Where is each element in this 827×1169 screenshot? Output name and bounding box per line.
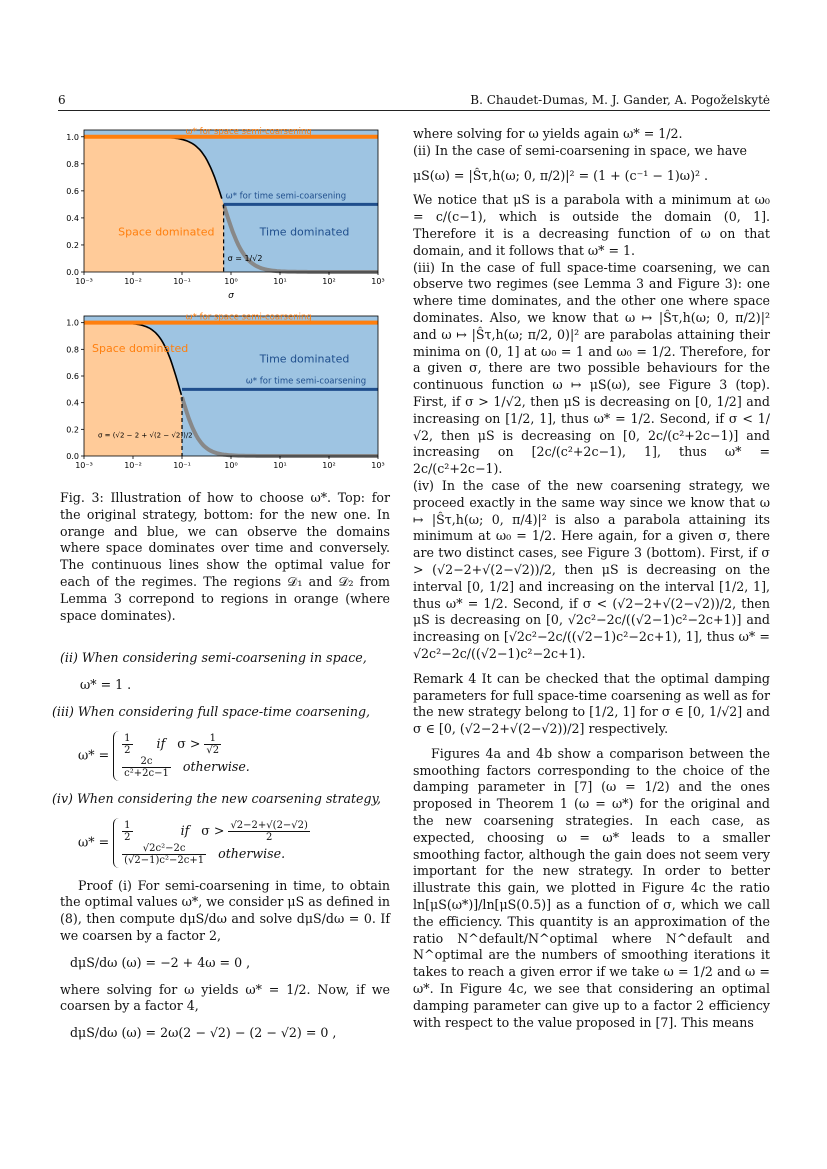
time-line-label: ω* for time semi-coarsening <box>225 191 347 202</box>
right-p2: (ii) In the case of semi-coarsening in space, we have <box>413 142 747 158</box>
after-factor-2: where solving for ω yields ω* = 1/2. Now, if we coarsen by a factor 4, <box>60 981 390 1014</box>
y-tick-label: 0.2 <box>66 425 79 435</box>
item-ii: (ii) When considering semi-coarsening in space, <box>60 650 367 666</box>
item-iv: (iv) When considering the new coarsening strategy, <box>52 790 382 806</box>
time-line-label: ω* for time semi-coarsening <box>245 376 367 387</box>
eq-full-omega: ω* = $\frac{1}{2}$ if σ > $\frac{1}{√2}$ $\frac{2c}{\text{c²+2c−1}}$ otherwise. <box>78 732 250 779</box>
x-tick-label: 10² <box>322 461 336 470</box>
otherwise-text-2: otherwise. <box>218 845 286 861</box>
item-iii: (iii) When considering full space-time coarsening, <box>52 703 371 719</box>
boundary-label: σ = 1/√2 <box>227 254 263 264</box>
y-tick-label: 0.6 <box>66 186 79 196</box>
y-tick-label: 0.2 <box>66 240 79 250</box>
right-column <box>413 126 770 1031</box>
boundary-label: σ = (√2 − 2 + √(2 − √2))/2 <box>98 431 193 440</box>
y-tick-label: 0.0 <box>66 452 79 461</box>
page-number: 6 <box>58 93 66 107</box>
x-tick-label: 10¹ <box>273 461 287 470</box>
x-tick-label: 10⁻¹ <box>173 461 191 470</box>
x-tick-label: 10⁰ <box>224 461 238 470</box>
y-tick-label: 0.8 <box>66 345 79 355</box>
right-p3: We notice that μS is a parabola with a minimum at ω₀ = c/(c−1), which is outside the domain (0, 1]. Therefore it is a decreasing function of ω on that domain, and it follows that ω* = 1. <box>413 192 770 258</box>
eq-factor-4: dμS/dω (ω) = 2ω(2 − √2) − (2 − √2) = 0 , <box>70 1025 337 1041</box>
remark-4: Remark 4 It can be checked that the optimal damping parameters for full space-time coarsening as well as for the new strategy belong to [1/2, 1] for σ ∈ [0, 1/√2] and σ ∈ [0, (√2−2+√(2−√2))/2] respectively. <box>413 670 770 737</box>
x-tick-label: 10⁻³ <box>75 277 93 286</box>
y-tick-label: 0.4 <box>66 398 79 408</box>
x-tick-label: 10⁻² <box>124 277 142 286</box>
time-dominated-label: Time dominated <box>259 225 350 239</box>
y-tick-label: 0.8 <box>66 159 79 169</box>
space-dominated-label: Space dominated <box>118 225 215 239</box>
right-p1: where solving for ω yields again ω* = 1/2. <box>413 126 683 141</box>
header-rule <box>58 110 770 111</box>
eq-factor-2: dμS/dω (ω) = −2 + 4ω = 0 , <box>70 954 251 970</box>
figure-3-bottom-chart <box>52 310 392 478</box>
time-dominated-label: Time dominated <box>259 352 350 366</box>
y-tick-label: 0.6 <box>66 372 79 381</box>
right-p4: (iii) In the case of full space-time coarsening, we can observe two regimes (see Lemma 3 and Figure 3): one where time dominates, and the other one where space dominates. Also, we know that ω ↦ |Ŝτ,h(ω; 0, π/2)|² and ω ↦ |Ŝτ,h(ω; π/2, 0)|² are parabolas attaining their minima on (0, 1] at ω₀ = 1 and ω₀ = 1/2. Therefore, for a given σ, there are two possible behaviours for the continuous function ω ↦ μS(ω), see Figure 3 (top). First, if σ > 1/√2, then μS is decreasing on [0, 1/2] and increasing on [1/2, 1], thus ω* = 1/2. Second, if σ < 1/√2, then μS is decreasing on [0, 2c/(c²+2c−1)] and increasing on [2c/(c²+2c−1), 1], thus ω* = 2c/(c²+2c−1). <box>413 259 770 477</box>
proof-paragraph: Proof (i) For semi-coarsening in time, to obtain the optimal values ω*, we consider μS as defined in (8), then compute dμS/dω and solve dμS/dω = 0. If we coarsen by a factor 2, <box>60 877 390 943</box>
space-dominated-region <box>84 137 224 272</box>
x-tick-label: 10¹ <box>273 277 287 286</box>
x-tick-label: 10⁻³ <box>75 461 93 470</box>
eq-space-omega: ω* = 1 . <box>80 677 132 693</box>
figure-3-top-chart <box>52 122 392 306</box>
x-tick-label: 10³ <box>371 277 385 286</box>
x-tick-label: 10⁻² <box>124 461 142 470</box>
x-tick-label: 10³ <box>371 461 385 470</box>
space-line-label: ω* for space semi-coarsening <box>185 126 312 137</box>
y-tick-label: 1.0 <box>66 132 79 142</box>
y-tick-label: 0.4 <box>66 213 79 223</box>
eq-mu-space: μS(ω) = |Ŝτ,h(ω; 0, π/2)|² = (1 + (c⁻¹ − 1)ω)² . <box>413 167 709 183</box>
x-tick-label: 10² <box>322 277 336 286</box>
otherwise-text: otherwise. <box>182 758 250 774</box>
right-p5: (iv) In the case of the new coarsening strategy, we proceed exactly in the same way since we know that ω ↦ |Ŝτ,h(ω; 0, π/4)|² is also a parabola attaining its minimum at ω₀ = 1/2. Here again, for a given σ, there are two distinct cases, see Figure 3 (bottom). First, if σ > (√2−2+√(2−√2))/2, then μS is decreasing on the interval [0, 1/2] and increasing on the interval [1/2, 1], thus ω* = 1/2. Second, if σ < (√2−2+√(2−√2))/2, then μS is decreasing on [0, √2c²−2c/((√2−1)c²−2c+1)] and increasing on [√2c²−2c/((√2−1)c²−2c+1), 1], thus ω* = √2c²−2c/((√2−1)c²−2c+1). <box>413 477 770 661</box>
x-axis-label: σ <box>228 291 234 301</box>
eq-new-omega: ω* = $\frac{1}{2}$ if σ > $\frac{√2-2+√(2-√2)}{2}$ $\frac{\text{√2c²−2c}}{\text{(√2−1)c²−2c+1}}$ otherwise. <box>78 819 308 866</box>
x-tick-label: 10⁰ <box>224 277 238 286</box>
left-column <box>52 490 390 1052</box>
y-tick-label: 0.0 <box>66 268 79 277</box>
y-tick-label: 1.0 <box>66 318 79 328</box>
right-p6: Figures 4a and 4b show a comparison between the smoothing factors corresponding to the choice of the damping parameter in [7] (ω = 1/2) and the ones proposed in Theorem 1 (ω = ω*) for the original and the new coarsening strategies. In each case, as expected, choosing ω = ω* leads to a smaller smoothing factor, although the gain does not seem very important for the new strategy. In order to better illustrate this gain, we plotted in Figure 4c the ratio ln[μS(ω*)]/ln[μS(0.5)] as a function of σ, which we call the efficiency. This quantity is an approximation of the ratio N^default/N^optimal where N^default and N^optimal are the numbers of smoothing iterations it takes to reach a given error if we take ω = 1/2 and ω = ω*. In Figure 4c, we see that considering an optimal damping parameter can give up to a factor 2 efficiency with respect to the value proposed in [7]. This means <box>413 745 770 1030</box>
space-dominated-label: Space dominated <box>92 342 189 355</box>
x-tick-label: 10⁻¹ <box>173 277 191 286</box>
figure-caption: Fig. 3: Illustration of how to choose ω*. Top: for the original strategy, bottom: for the new one. In orange and blue, we can observe the domains where space dominates over time and conversely. The continuous lines show the optimal value for each of the regimes. The regions 𝒟₁ and 𝒟₂ from Lemma 3 correpond to regions in orange (where space dominates). <box>60 490 390 623</box>
running-header-authors: B. Chaudet-Dumas, M. J. Gander, A. Pogoželskytė <box>470 93 770 107</box>
space-line-label: ω* for space semi-coarsening <box>185 312 312 323</box>
